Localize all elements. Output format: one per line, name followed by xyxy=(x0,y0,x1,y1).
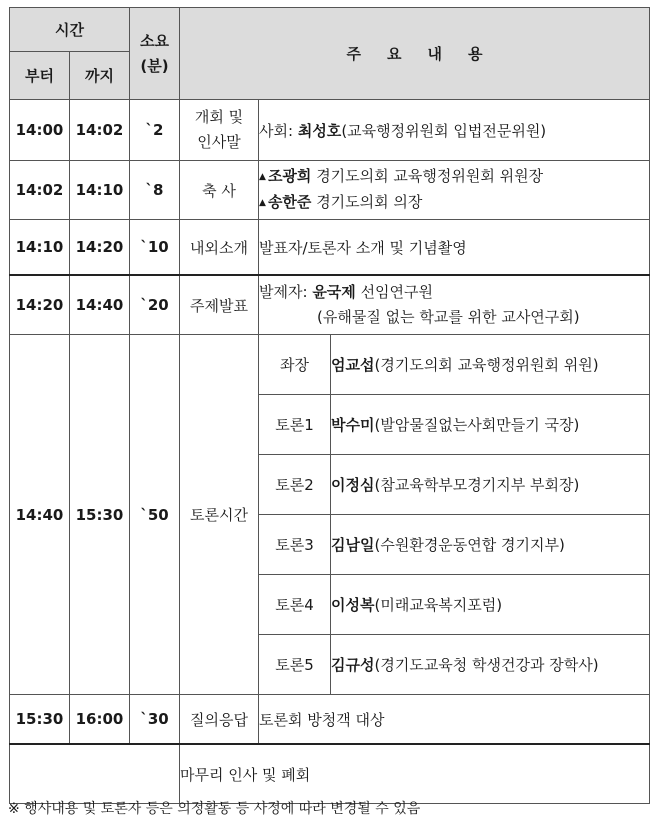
event-name: 내외소개 xyxy=(180,220,259,276)
panel-member: 엄교섭(경기도의회 교육행정위원회 위원) xyxy=(331,335,650,395)
header-time: 시간 xyxy=(10,8,130,52)
time-from: 14:20 xyxy=(10,275,70,335)
footnote: ※ 행사내용 및 토론자 등은 의정활동 등 사정에 따라 변경될 수 있음 xyxy=(8,801,421,817)
panel-role: 토론4 xyxy=(259,575,331,635)
event-content: 마무리 인사 및 폐회 xyxy=(180,744,650,804)
time-from: 14:40 xyxy=(10,335,70,695)
time-from: 14:02 xyxy=(10,161,70,220)
time-to: 14:02 xyxy=(70,100,130,161)
time-to: 15:30 xyxy=(70,335,130,695)
duration: `50 xyxy=(130,335,180,695)
event-content: ▲ 조광희 경기도의회 교육행정위원회 위원장 ▲ 송한준 경기도의회 의장 xyxy=(259,161,650,220)
duration: `10 xyxy=(130,220,180,276)
event-name: 개회 및 인사말 xyxy=(180,100,259,161)
header-content: 주요내용 xyxy=(180,8,650,100)
schedule-table xyxy=(9,7,650,804)
event-content: 발제자: 윤국제 선임연구원 (유해물질 없는 학교를 위한 교사연구회) xyxy=(259,275,650,335)
duration: `30 xyxy=(130,695,180,745)
panel-member: 이정심(참교육학부모경기지부 부회장) xyxy=(331,455,650,515)
triangle-bullet-icon: ▲ xyxy=(259,198,266,208)
time-from: 14:00 xyxy=(10,100,70,161)
schedule-row xyxy=(10,100,650,161)
schedule-row xyxy=(10,275,650,335)
time-to: 14:40 xyxy=(70,275,130,335)
duration: `8 xyxy=(130,161,180,220)
duration: `20 xyxy=(130,275,180,335)
panel-role: 좌장 xyxy=(259,335,331,395)
event-name: 주제발표 xyxy=(180,275,259,335)
schedule-row xyxy=(10,695,650,745)
event-content: 토론회 방청객 대상 xyxy=(259,695,650,745)
panel-role: 토론2 xyxy=(259,455,331,515)
time-from: 15:30 xyxy=(10,695,70,745)
time-to: 16:00 xyxy=(70,695,130,745)
panel-member: 박수미(발암물질없는사회만들기 국장) xyxy=(331,395,650,455)
panel-role: 토론3 xyxy=(259,515,331,575)
panel-role: 토론1 xyxy=(259,395,331,455)
panel-member: 김남일(수원환경운동연합 경기지부) xyxy=(331,515,650,575)
panel-member: 김규성(경기도교육청 학생건강과 장학사) xyxy=(331,635,650,695)
schedule-row xyxy=(10,335,650,395)
empty-cell xyxy=(10,744,180,804)
panel-role: 토론5 xyxy=(259,635,331,695)
schedule-row xyxy=(10,744,650,804)
header-to: 까지 xyxy=(70,52,130,100)
event-name: 질의응답 xyxy=(180,695,259,745)
header-from: 부터 xyxy=(10,52,70,100)
time-to: 14:20 xyxy=(70,220,130,276)
event-content: 사회: 최성호(교육행정위원회 입법전문위원) xyxy=(259,100,650,161)
time-from: 14:10 xyxy=(10,220,70,276)
schedule-row xyxy=(10,220,650,276)
time-to: 14:10 xyxy=(70,161,130,220)
schedule-row xyxy=(10,161,650,220)
panel-member: 이성복(미래교육복지포럼) xyxy=(331,575,650,635)
triangle-bullet-icon: ▲ xyxy=(259,172,266,182)
event-name: 축 사 xyxy=(180,161,259,220)
header-duration: 소요 (분) xyxy=(130,8,180,100)
header-row xyxy=(10,8,650,52)
duration: `2 xyxy=(130,100,180,161)
event-content: 발표자/토론자 소개 및 기념촬영 xyxy=(259,220,650,276)
event-name: 토론시간 xyxy=(180,335,259,695)
